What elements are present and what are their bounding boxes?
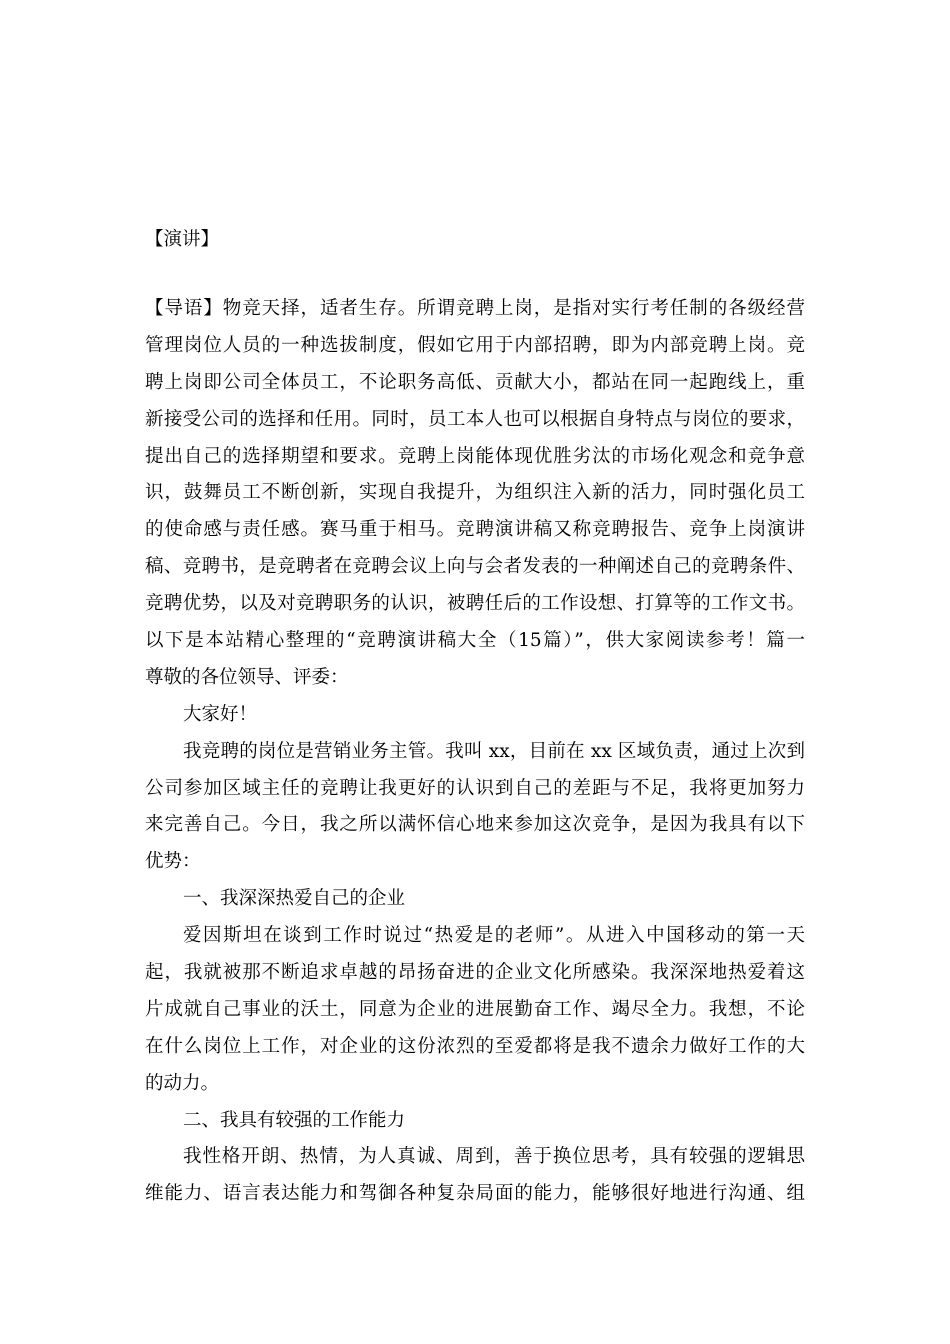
text-line: 提出自己的选择期望和要求。竞聘上岗能体现优胜劣汰的市场化观念和竞争意 [145, 445, 805, 467]
text-line: 在什么岗位上工作，对企业的这份浓烈的至爱都将是我不遗余力做好工作的大 [145, 1035, 805, 1057]
text-line: 大家好！ [183, 703, 258, 725]
paragraph-greeting [145, 697, 805, 734]
text-line: 的使命感与责任感。赛马重于相马。竞聘演讲稿又称竞聘报告、竞争上岗演讲 [145, 519, 805, 541]
paragraph-intro [145, 291, 805, 697]
text-line: 来完善自己。今日，我之所以满怀信心地来参加这次竞争，是因为我具有以下 [145, 814, 805, 836]
text-line: 的动力。 [145, 1072, 220, 1094]
text-line: 尊敬的各位领导、评委： [145, 666, 349, 688]
section-heading-2 [145, 1103, 805, 1140]
text-line: 竞聘优势，以及对竞聘职务的认识，被聘任后的工作设想、打算等的工作文书。 [145, 593, 805, 615]
section-heading-1 [145, 881, 805, 918]
text-line: 我性格开朗、热情，为人真诚、周到，善于换位思考，具有较强的逻辑思 [183, 1146, 805, 1168]
text-line: 片成就自己事业的沃土，同意为企业的进展勤奋工作、竭尽全力。我想，不论 [145, 998, 805, 1020]
paragraph-self-introduction [145, 734, 805, 882]
paragraph-section-2 [145, 1139, 805, 1213]
text-line: 爱因斯坦在谈到工作时说过“热爱是的老师”。从进入中国移动的第一天 [183, 925, 805, 947]
text-line: 聘上岗即公司全体员工，不论职务高低、贡献大小，都站在同一起跑线上，重 [145, 371, 805, 393]
text-line: 稿、竞聘书，是竞聘者在竞聘会议上向与会者发表的一种阐述自己的竞聘条件、 [145, 556, 805, 578]
document-title: 【演讲】 [145, 229, 220, 250]
text-line: 维能力、语言表达能力和驾御各种复杂局面的能力，能够很好地进行沟通、组 [145, 1183, 805, 1205]
text-line: 新接受公司的选择和任用。同时，员工本人也可以根据自身特点与岗位的要求， [145, 408, 805, 430]
text-line: 起，我就被那不断追求卓越的昂扬奋进的企业文化所感染。我深深地热爱着这 [145, 962, 805, 984]
text-line: 公司参加区域主任的竞聘让我更好的认识到自己的差距与不足，我将更加努力 [145, 777, 805, 799]
text-line: 一、我深深热爱自己的企业 [183, 888, 406, 910]
text-line: 二、我具有较强的工作能力 [183, 1109, 406, 1131]
text-line: 以下是本站精心整理的“竞聘演讲稿大全（15篇）”，供大家阅读参考！篇一 [145, 630, 805, 652]
paragraph-section-1 [145, 918, 805, 1102]
text-line: 管理岗位人员的一种选拔制度，假如它用于内部招聘，即为内部竞聘上岗。竞 [145, 334, 805, 356]
document-body [145, 291, 805, 1213]
text-line: 我竞聘的岗位是营销业务主管。我叫 xx，目前在 xx 区域负责，通过上次到 [183, 740, 805, 762]
text-line: 优势： [145, 851, 201, 873]
text-line: 【导语】物竞天择，适者生存。所谓竞聘上岗，是指对实行考任制的各级经营 [145, 298, 805, 319]
text-line: 识，鼓舞员工不断创新，实现自我提升，为组织注入新的活力，同时强化员工 [145, 482, 805, 504]
